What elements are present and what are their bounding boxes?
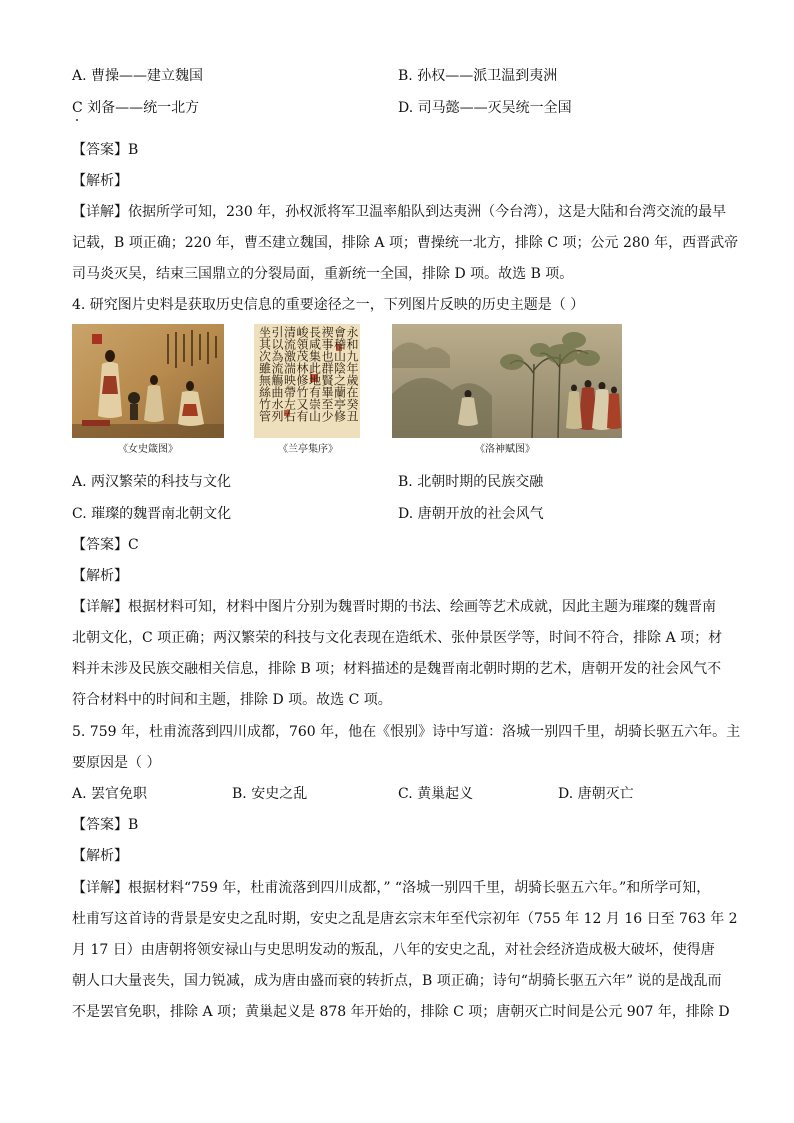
stray-dot <box>76 119 78 121</box>
q3-detail-line: 记载，B 项正确；220 年，曹丕建立魏国，排除 A 项；曹操统一北方，排除 C 项；公元 280 年，西晋武帝 <box>72 235 739 251</box>
caption-nushi-zhen: 《女史箴图》 <box>118 444 178 455</box>
q3-option-b[interactable]: B. 孙权——派卫温到夷洲 <box>398 68 558 84</box>
q5-detail-line: 朝人口大量丧失，国力锐减，成为唐由盛而衰的转折点，B 项正确；诗句“胡骑长驱五六年” 说的是战乱而 <box>72 973 722 989</box>
nushi-zhen-painting-image <box>72 324 224 438</box>
caption-luoshen: 《洛神赋图》 <box>475 444 535 455</box>
q4-option-b[interactable]: B. 北朝时期的民族交融 <box>398 474 544 490</box>
calligraphy-columns <box>256 326 358 436</box>
calligraphy-column: 永和九年歲在癸丑 <box>345 326 359 422</box>
q4-option-c[interactable]: C. 璀璨的魏晋南北朝文化 <box>72 506 232 522</box>
q3-analysis-heading: 【解析】 <box>72 173 128 189</box>
q4-option-d[interactable]: D. 唐朝开放的社会风气 <box>398 506 544 522</box>
calligraphy-column: 長咸集此地有崇山 <box>307 326 322 422</box>
q5-option-c[interactable]: C. 黄巢起义 <box>398 786 474 802</box>
calligraphy-column: 引以為流觴曲水列 <box>270 326 284 422</box>
calligraphy-column: 禊事也群賢畢至少 <box>320 326 334 422</box>
q4-analysis-heading: 【解析】 <box>72 568 128 584</box>
calligraphy-column: 會稽山陰之蘭亭修 <box>332 326 347 422</box>
luoshen-fu-painting-image <box>392 324 622 438</box>
calligraphy-column: 峻領茂林修竹又有 <box>295 326 309 422</box>
lanting-preface-calligraphy <box>254 324 360 438</box>
q5-detail-line: 杜甫写这首诗的背景是安史之乱时期，安史之乱是唐玄宗末年至代宗初年（755 年 12 月 16 日至 763 年 2 <box>72 911 738 927</box>
q5-detail-line: 【详解】根据材料“759 年，杜甫流落到四川成都，” “洛城一别四千里，胡骑长驱五六年。”和所学可知， <box>72 880 711 896</box>
q5-option-a[interactable]: A. 罢官免职 <box>72 786 148 802</box>
q5-stem-line: 5. 759 年，杜甫流落到四川成都，760 年，他在《恨别》诗中写道：洛城一别四千里，胡骑长驱五六年。主 <box>72 724 741 740</box>
nushi-zhen-painting <box>72 324 224 438</box>
q3-detail-line: 【详解】依据所学可知，230 年，孙权派将军卫温率船队到达夷洲（今台湾），这是大陆和台湾交流的最早 <box>72 204 727 220</box>
luoshen-fu-painting <box>392 324 622 438</box>
q5-option-b[interactable]: B. 安史之乱 <box>232 786 308 802</box>
calligraphy-column: 清流激湍映帶左右 <box>282 326 297 422</box>
q3-answer: 【答案】B <box>72 142 139 158</box>
q4-option-a[interactable]: A. 两汉繁荣的科技与文化 <box>72 474 232 490</box>
calligraphy-column: 坐其次雖無絲竹管 <box>257 326 272 422</box>
q3-option-d[interactable]: D. 司马懿——灭吴统一全国 <box>398 100 572 116</box>
q5-detail-line: 月 17 日）由唐朝将领安禄山与史思明发动的叛乱，八年的安史之乱，对社会经济造成极大破坏，使得唐 <box>72 942 715 958</box>
q5-option-d[interactable]: D. 唐朝灭亡 <box>558 786 634 802</box>
q4-detail-line: 符合材料中的时间和主题，排除 D 项。故选 C 项。 <box>72 692 392 708</box>
q5-analysis-heading: 【解析】 <box>72 848 128 864</box>
q3-option-a[interactable]: A. 曹操——建立魏国 <box>72 68 204 84</box>
q4-detail-line: 料并未涉及民族交融相关信息，排除 B 项；材料描述的是魏晋南北朝时期的艺术，唐朝开发的社会风气不 <box>72 661 722 677</box>
q4-answer: 【答案】C <box>72 537 139 553</box>
q3-detail-line: 司马炎灭吴，结束三国鼎立的分裂局面，重新统一全国，排除 D 项。故选 B 项。 <box>72 266 574 282</box>
q5-stem-line: 要原因是（ ） <box>72 755 161 771</box>
caption-lanting: 《兰亭集序》 <box>278 444 338 455</box>
q5-detail-line: 不是罢官免职，排除 A 项；黄巢起义是 878 年开始的，排除 C 项；唐朝灭亡时间是公元 907 年，排除 D <box>72 1004 730 1020</box>
q4-detail-line: 【详解】根据材料可知，材料中图片分别为魏晋时期的书法、绘画等艺术成就，因此主题为璀璨的魏晋南 <box>72 599 716 615</box>
q4-detail-line: 北朝文化，C 项正确；两汉繁荣的科技与文化表现在造纸术、张仲景医学等，时间不符合，排除 A 项；材 <box>72 630 723 646</box>
q3-option-c[interactable]: C 刘备——统一北方 <box>72 100 200 116</box>
q5-answer: 【答案】B <box>72 817 139 833</box>
q4-stem: 4. 研究图片史料是获取历史信息的重要途径之一，下列图片反映的历史主题是（ ） <box>72 297 585 313</box>
